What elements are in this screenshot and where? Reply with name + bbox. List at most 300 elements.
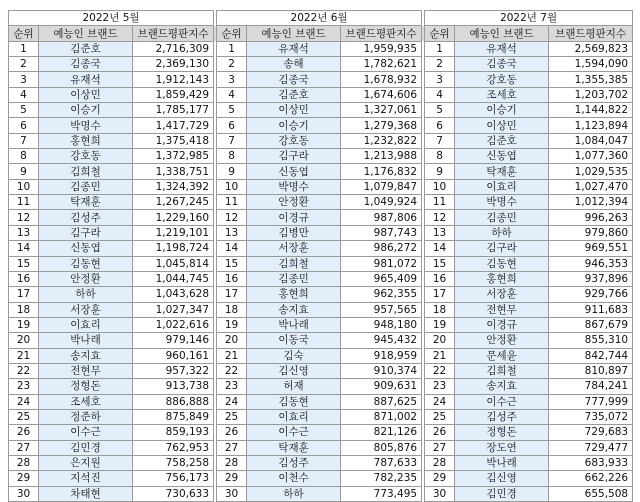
brand-name-cell: 조세호 [455, 87, 549, 102]
table-row [9, 149, 633, 164]
rank-cell: 29 [9, 471, 39, 486]
rank-cell: 3 [9, 72, 39, 87]
rank-cell: 2 [425, 57, 455, 72]
rank-cell: 4 [9, 87, 39, 102]
brand-header: 예능인 브랜드 [247, 26, 341, 41]
index-value-cell: 1,203,702 [549, 87, 633, 102]
rank-cell: 2 [217, 57, 247, 72]
brand-name-cell: 이천수 [247, 471, 341, 486]
index-value-cell: 1,219,101 [133, 225, 214, 240]
index-value-cell: 946,353 [549, 256, 633, 271]
brand-name-cell: 김민경 [39, 440, 133, 455]
index-value-cell: 2,716,309 [133, 41, 214, 56]
rank-cell: 22 [9, 363, 39, 378]
brand-name-cell: 김종국 [455, 57, 549, 72]
table-row [9, 317, 633, 332]
brand-name-cell: 김준호 [39, 41, 133, 56]
rank-cell: 30 [425, 486, 455, 501]
index-value-cell: 1,012,394 [549, 195, 633, 210]
brand-name-cell: 홍현희 [39, 133, 133, 148]
index-value-cell: 784,241 [549, 379, 633, 394]
brand-reputation-table [8, 10, 633, 502]
table-row [9, 225, 633, 240]
index-value-cell: 1,027,470 [549, 179, 633, 194]
index-value-cell: 2,569,823 [549, 41, 633, 56]
brand-name-cell: 홍현희 [247, 287, 341, 302]
table-row [9, 103, 633, 118]
rank-cell: 10 [217, 179, 247, 194]
brand-name-cell: 유재석 [455, 41, 549, 56]
brand-name-cell: 김구라 [247, 149, 341, 164]
index-value-cell: 979,146 [133, 333, 214, 348]
rank-cell: 25 [217, 409, 247, 424]
index-value-cell: 1,229,160 [133, 210, 214, 225]
rank-cell: 16 [9, 271, 39, 286]
rank-cell: 8 [9, 149, 39, 164]
brand-name-cell: 탁재훈 [39, 195, 133, 210]
index-value-cell: 729,477 [549, 440, 633, 455]
index-value-cell: 937,896 [549, 271, 633, 286]
brand-name-cell: 지석진 [39, 471, 133, 486]
index-value-cell: 855,310 [549, 333, 633, 348]
rank-cell: 17 [217, 287, 247, 302]
index-value-cell: 887,625 [341, 394, 422, 409]
rank-header: 순위 [9, 26, 39, 41]
rank-header: 순위 [425, 26, 455, 41]
index-value-cell: 1,782,621 [341, 57, 422, 72]
index-value-cell: 1,959,935 [341, 41, 422, 56]
index-value-cell: 918,959 [341, 348, 422, 363]
index-value-cell: 1,355,385 [549, 72, 633, 87]
rank-cell: 4 [217, 87, 247, 102]
index-value-cell: 773,495 [341, 486, 422, 501]
table-row [9, 302, 633, 317]
rank-cell: 18 [9, 302, 39, 317]
index-value-cell: 987,806 [341, 210, 422, 225]
index-value-cell: 1,027,347 [133, 302, 214, 317]
brand-name-cell: 김동현 [247, 394, 341, 409]
rank-cell: 18 [217, 302, 247, 317]
brand-name-cell: 강호동 [247, 133, 341, 148]
rank-cell: 17 [425, 287, 455, 302]
index-value-cell: 948,180 [341, 317, 422, 332]
index-value-cell: 859,193 [133, 425, 214, 440]
brand-name-cell: 이경규 [247, 210, 341, 225]
month-header-row [9, 11, 633, 26]
rank-cell: 30 [217, 486, 247, 501]
rank-cell: 6 [217, 118, 247, 133]
rank-cell: 7 [425, 133, 455, 148]
rank-cell: 13 [425, 225, 455, 240]
brand-name-cell: 이승기 [39, 103, 133, 118]
brand-name-cell: 송해 [247, 57, 341, 72]
brand-name-cell: 서장훈 [39, 302, 133, 317]
rank-cell: 23 [217, 379, 247, 394]
rank-cell: 27 [217, 440, 247, 455]
index-value-cell: 957,322 [133, 363, 214, 378]
brand-name-cell: 김희철 [455, 363, 549, 378]
rank-cell: 24 [9, 394, 39, 409]
brand-name-cell: 신동엽 [247, 164, 341, 179]
rank-cell: 23 [425, 379, 455, 394]
index-value-cell: 996,263 [549, 210, 633, 225]
rank-cell: 12 [425, 210, 455, 225]
brand-name-cell: 하하 [39, 287, 133, 302]
index-value-cell: 1,327,061 [341, 103, 422, 118]
brand-name-cell: 탁재훈 [455, 164, 549, 179]
rank-cell: 30 [9, 486, 39, 501]
rank-cell: 5 [9, 103, 39, 118]
index-value-cell: 875,849 [133, 409, 214, 424]
brand-name-cell: 박나래 [455, 455, 549, 470]
brand-name-cell: 서장훈 [247, 241, 341, 256]
brand-name-cell: 이수근 [455, 394, 549, 409]
brand-name-cell: 김구라 [39, 225, 133, 240]
rank-cell: 26 [217, 425, 247, 440]
brand-name-cell: 하하 [455, 225, 549, 240]
index-value-cell: 1,022,616 [133, 317, 214, 332]
brand-name-cell: 홍현희 [455, 271, 549, 286]
brand-reputation-table-container [8, 10, 632, 502]
rank-cell: 13 [217, 225, 247, 240]
index-value-cell: 683,933 [549, 455, 633, 470]
brand-name-cell: 송지효 [247, 302, 341, 317]
table-row [9, 195, 633, 210]
month-title-may: 2022년 5월 [9, 11, 214, 26]
index-value-cell: 787,633 [341, 455, 422, 470]
index-value-cell: 1,077,360 [549, 149, 633, 164]
brand-name-cell: 탁재훈 [247, 440, 341, 455]
brand-name-cell: 김준호 [247, 87, 341, 102]
table-row [9, 87, 633, 102]
brand-name-cell: 김구라 [455, 241, 549, 256]
brand-name-cell: 김종민 [247, 271, 341, 286]
table-row [9, 41, 633, 56]
brand-name-cell: 김성주 [455, 409, 549, 424]
rank-cell: 28 [217, 455, 247, 470]
index-value-cell: 730,633 [133, 486, 214, 501]
rank-cell: 9 [425, 164, 455, 179]
brand-name-cell: 김숙 [247, 348, 341, 363]
brand-name-cell: 이상민 [455, 118, 549, 133]
index-value-cell: 957,565 [341, 302, 422, 317]
brand-name-cell: 이경규 [455, 317, 549, 332]
column-header-row [9, 26, 633, 41]
brand-name-cell: 이승기 [247, 118, 341, 133]
index-value-cell: 1,049,924 [341, 195, 422, 210]
index-value-cell: 1,338,751 [133, 164, 214, 179]
index-value-cell: 962,355 [341, 287, 422, 302]
rank-cell: 15 [9, 256, 39, 271]
index-value-cell: 969,551 [549, 241, 633, 256]
rank-cell: 27 [425, 440, 455, 455]
rank-cell: 8 [217, 149, 247, 164]
rank-cell: 29 [425, 471, 455, 486]
index-value-cell: 1,372,985 [133, 149, 214, 164]
index-value-cell: 1,198,724 [133, 241, 214, 256]
index-value-cell: 986,272 [341, 241, 422, 256]
brand-header: 예능인 브랜드 [39, 26, 133, 41]
brand-name-cell: 이승기 [455, 103, 549, 118]
brand-name-cell: 박나래 [39, 333, 133, 348]
rank-cell: 19 [9, 317, 39, 332]
table-row [9, 394, 633, 409]
table-row [9, 409, 633, 424]
rank-cell: 10 [425, 179, 455, 194]
rank-cell: 7 [9, 133, 39, 148]
rank-cell: 2 [9, 57, 39, 72]
rank-cell: 25 [9, 409, 39, 424]
rank-cell: 1 [217, 41, 247, 56]
brand-name-cell: 김신영 [247, 363, 341, 378]
brand-name-cell: 송지효 [39, 348, 133, 363]
index-value-cell: 1,594,090 [549, 57, 633, 72]
brand-name-cell: 김민경 [455, 486, 549, 501]
table-row [9, 486, 633, 501]
index-value-cell: 987,743 [341, 225, 422, 240]
brand-name-cell: 김성주 [39, 210, 133, 225]
rank-cell: 24 [217, 394, 247, 409]
rank-cell: 28 [425, 455, 455, 470]
table-row [9, 440, 633, 455]
index-value-cell: 1,375,418 [133, 133, 214, 148]
index-value-cell: 981,072 [341, 256, 422, 271]
index-value-cell: 756,173 [133, 471, 214, 486]
brand-name-cell: 허재 [247, 379, 341, 394]
table-row [9, 256, 633, 271]
index-value-cell: 909,631 [341, 379, 422, 394]
rank-cell: 21 [217, 348, 247, 363]
rank-cell: 27 [9, 440, 39, 455]
index-value-cell: 1,678,932 [341, 72, 422, 87]
table-row [9, 348, 633, 363]
rank-cell: 25 [425, 409, 455, 424]
brand-name-cell: 이동국 [247, 333, 341, 348]
index-header: 브랜드평판지수 [341, 26, 422, 41]
index-value-cell: 871,002 [341, 409, 422, 424]
index-value-cell: 1,176,832 [341, 164, 422, 179]
index-value-cell: 913,738 [133, 379, 214, 394]
month-title-june: 2022년 6월 [217, 11, 422, 26]
rank-cell: 21 [425, 348, 455, 363]
brand-name-cell: 정형돈 [39, 379, 133, 394]
brand-name-cell: 차태현 [39, 486, 133, 501]
index-value-cell: 821,126 [341, 425, 422, 440]
rank-cell: 1 [425, 41, 455, 56]
table-row [9, 455, 633, 470]
brand-name-cell: 안정환 [39, 271, 133, 286]
rank-cell: 14 [9, 241, 39, 256]
rank-cell: 19 [217, 317, 247, 332]
brand-name-cell: 김성주 [247, 455, 341, 470]
rank-cell: 7 [217, 133, 247, 148]
brand-name-cell: 김종민 [39, 179, 133, 194]
index-value-cell: 762,953 [133, 440, 214, 455]
index-value-cell: 1,912,143 [133, 72, 214, 87]
index-value-cell: 979,860 [549, 225, 633, 240]
rank-cell: 21 [9, 348, 39, 363]
index-value-cell: 886,888 [133, 394, 214, 409]
rank-cell: 11 [217, 195, 247, 210]
rank-cell: 12 [217, 210, 247, 225]
table-row [9, 333, 633, 348]
rank-cell: 10 [9, 179, 39, 194]
rank-cell: 18 [425, 302, 455, 317]
index-value-cell: 911,683 [549, 302, 633, 317]
rank-cell: 6 [425, 118, 455, 133]
index-value-cell: 1,079,847 [341, 179, 422, 194]
table-row [9, 271, 633, 286]
index-value-cell: 965,409 [341, 271, 422, 286]
rank-cell: 17 [9, 287, 39, 302]
brand-name-cell: 박나래 [247, 317, 341, 332]
rank-cell: 20 [217, 333, 247, 348]
rank-cell: 11 [425, 195, 455, 210]
table-row [9, 179, 633, 194]
index-value-cell: 1,267,245 [133, 195, 214, 210]
brand-name-cell: 이상민 [39, 87, 133, 102]
brand-name-cell: 이효리 [455, 179, 549, 194]
index-header: 브랜드평판지수 [133, 26, 214, 41]
table-row [9, 210, 633, 225]
index-value-cell: 1,232,822 [341, 133, 422, 148]
table-row [9, 133, 633, 148]
brand-name-cell: 김동현 [455, 256, 549, 271]
table-row [9, 287, 633, 302]
brand-header: 예능인 브랜드 [455, 26, 549, 41]
rank-cell: 12 [9, 210, 39, 225]
index-value-cell: 960,161 [133, 348, 214, 363]
index-value-cell: 1,045,814 [133, 256, 214, 271]
rank-cell: 11 [9, 195, 39, 210]
index-value-cell: 1,123,894 [549, 118, 633, 133]
rank-cell: 28 [9, 455, 39, 470]
table-row [9, 379, 633, 394]
brand-name-cell: 장도연 [455, 440, 549, 455]
rank-cell: 15 [217, 256, 247, 271]
brand-name-cell: 박명수 [247, 179, 341, 194]
brand-name-cell: 전현무 [455, 302, 549, 317]
index-value-cell: 1,213,988 [341, 149, 422, 164]
rank-cell: 3 [217, 72, 247, 87]
index-value-cell: 842,744 [549, 348, 633, 363]
brand-name-cell: 강호동 [455, 72, 549, 87]
rank-cell: 8 [425, 149, 455, 164]
brand-name-cell: 유재석 [247, 41, 341, 56]
index-value-cell: 1,084,047 [549, 133, 633, 148]
rank-cell: 20 [425, 333, 455, 348]
rank-cell: 22 [425, 363, 455, 378]
index-value-cell: 758,258 [133, 455, 214, 470]
brand-name-cell: 이수근 [247, 425, 341, 440]
rank-cell: 26 [425, 425, 455, 440]
brand-name-cell: 김종국 [39, 57, 133, 72]
rank-cell: 1 [9, 41, 39, 56]
index-value-cell: 810,897 [549, 363, 633, 378]
rank-cell: 13 [9, 225, 39, 240]
brand-name-cell: 하하 [247, 486, 341, 501]
table-body [9, 41, 633, 501]
brand-name-cell: 이효리 [39, 317, 133, 332]
brand-name-cell: 이효리 [247, 409, 341, 424]
rank-cell: 6 [9, 118, 39, 133]
brand-name-cell: 정형돈 [455, 425, 549, 440]
brand-name-cell: 김병만 [247, 225, 341, 240]
index-value-cell: 777,999 [549, 394, 633, 409]
index-value-cell: 945,432 [341, 333, 422, 348]
index-value-cell: 1,674,606 [341, 87, 422, 102]
index-value-cell: 729,683 [549, 425, 633, 440]
rank-cell: 14 [217, 241, 247, 256]
table-row [9, 241, 633, 256]
index-value-cell: 867,679 [549, 317, 633, 332]
rank-cell: 9 [217, 164, 247, 179]
month-title-july: 2022년 7월 [425, 11, 633, 26]
rank-cell: 16 [217, 271, 247, 286]
brand-name-cell: 문세윤 [455, 348, 549, 363]
index-value-cell: 1,279,368 [341, 118, 422, 133]
rank-cell: 15 [425, 256, 455, 271]
brand-name-cell: 유재석 [39, 72, 133, 87]
brand-name-cell: 김준호 [455, 133, 549, 148]
brand-name-cell: 이수근 [39, 425, 133, 440]
index-value-cell: 1,417,729 [133, 118, 214, 133]
rank-cell: 20 [9, 333, 39, 348]
index-value-cell: 929,766 [549, 287, 633, 302]
index-value-cell: 735,072 [549, 409, 633, 424]
brand-name-cell: 김희철 [247, 256, 341, 271]
brand-name-cell: 박명수 [39, 118, 133, 133]
table-row [9, 363, 633, 378]
rank-cell: 22 [217, 363, 247, 378]
index-value-cell: 1,044,745 [133, 271, 214, 286]
brand-name-cell: 안정환 [455, 333, 549, 348]
rank-cell: 23 [9, 379, 39, 394]
brand-name-cell: 신동엽 [455, 149, 549, 164]
index-value-cell: 910,374 [341, 363, 422, 378]
brand-name-cell: 안정환 [247, 195, 341, 210]
rank-cell: 3 [425, 72, 455, 87]
brand-name-cell: 은지원 [39, 455, 133, 470]
brand-name-cell: 전현무 [39, 363, 133, 378]
rank-cell: 24 [425, 394, 455, 409]
rank-cell: 5 [217, 103, 247, 118]
rank-cell: 19 [425, 317, 455, 332]
brand-name-cell: 김종국 [247, 72, 341, 87]
index-value-cell: 662,226 [549, 471, 633, 486]
brand-name-cell: 조세호 [39, 394, 133, 409]
table-row [9, 72, 633, 87]
rank-cell: 5 [425, 103, 455, 118]
brand-name-cell: 김동현 [39, 256, 133, 271]
index-value-cell: 1,785,177 [133, 103, 214, 118]
brand-name-cell: 서장훈 [455, 287, 549, 302]
table-row [9, 425, 633, 440]
brand-name-cell: 박명수 [455, 195, 549, 210]
rank-cell: 14 [425, 241, 455, 256]
index-value-cell: 1,859,429 [133, 87, 214, 102]
brand-name-cell: 정준하 [39, 409, 133, 424]
rank-cell: 29 [217, 471, 247, 486]
index-value-cell: 1,029,535 [549, 164, 633, 179]
rank-cell: 9 [9, 164, 39, 179]
brand-name-cell: 김종민 [455, 210, 549, 225]
rank-cell: 26 [9, 425, 39, 440]
table-row [9, 118, 633, 133]
index-header: 브랜드평판지수 [549, 26, 633, 41]
index-value-cell: 782,235 [341, 471, 422, 486]
brand-name-cell: 이상민 [247, 103, 341, 118]
